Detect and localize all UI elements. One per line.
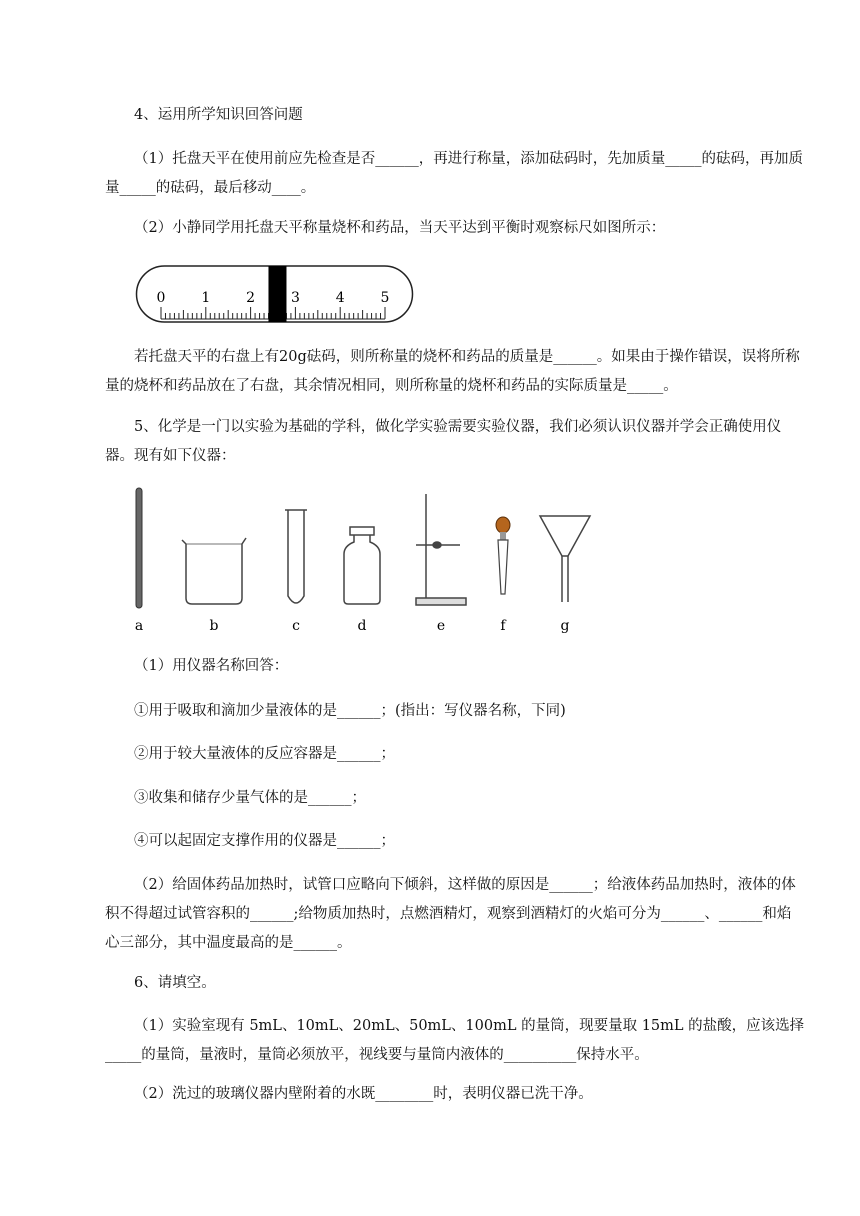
- q5-item-2: ②用于较大量液体的反应容器是______；: [134, 746, 395, 762]
- q5-sub1: （1）用仪器名称回答：: [134, 658, 289, 674]
- rider-marker: [268, 266, 286, 322]
- q4-paragraph-3: 若托盘天平的右盘上有20g砝码，则所称量的烧杯和药品的质量是______。如果由于操作错误，误将所称量的烧杯和药品放在了右盘，其余情况相同，则所称量的烧杯和药品的实际质量是_____。: [105, 349, 800, 394]
- q5-item-4: ④可以起固定支撑作用的仪器是______；: [134, 833, 395, 849]
- q4-paragraph-2: （2）小静同学用托盘天平称量烧杯和药品，当天平达到平衡时观察标尺如图所示：: [134, 220, 666, 236]
- q6-title: 6、请填空。: [134, 975, 216, 991]
- glass-rod-icon: [136, 488, 142, 608]
- ruler-tick-label: 3: [290, 290, 300, 306]
- q5-item-3: ③收集和储存少量气体的是______；: [134, 790, 366, 806]
- apparatus-label: e: [436, 618, 446, 634]
- balance-scale-ruler: [135, 264, 415, 324]
- q5-title: 5、化学是一门以实验为基础的学科，做化学实验需要实验仪器，我们必须认识仪器并学会正确使用仪器。现有如下仪器：: [105, 419, 782, 464]
- funnel-icon: [540, 516, 590, 602]
- apparatus-label: f: [500, 618, 506, 634]
- apparatus-label: b: [209, 618, 219, 634]
- ruler-tick-label: 2: [246, 290, 256, 306]
- apparatus-label: c: [292, 618, 300, 634]
- apparatus-figure: [120, 480, 600, 640]
- ruler-tick-label: 0: [156, 290, 166, 306]
- q5-item-1: ①用于吸取和滴加少量液体的是______；(指出：写仪器名称，下同): [134, 703, 566, 719]
- iron-stand-icon: [416, 494, 466, 605]
- q4-title: 4、运用所学知识回答问题: [134, 107, 303, 123]
- q6-paragraph-2: （2）洗过的玻璃仪器内壁附着的水既________时，表明仪器已洗干净。: [134, 1086, 593, 1102]
- beaker-icon: [182, 538, 246, 604]
- ruler-tick-label: 1: [201, 290, 211, 306]
- q6-paragraph-1: （1）实验室现有 5mL、10mL、20mL、50mL、100mL 的量筒，现要量取 15mL 的盐酸，应该选择_____的量筒，量液时，量筒必须放平，视线要与量筒内液体的__________保持水平。: [105, 1018, 805, 1063]
- gas-bottle-icon: [344, 527, 380, 604]
- dropper-icon: [496, 517, 510, 594]
- q4-paragraph-1: （1）托盘天平在使用前应先检查是否______，再进行称量，添加砝码时，先加质量_____的砝码，再加质量_____的砝码，最后移动____。: [105, 151, 803, 196]
- test-tube-icon: [285, 510, 307, 603]
- q5-sub2: （2）给固体药品加热时，试管口应略向下倾斜，这样做的原因是______；给液体药品加热时，液体的体积不得超过试管容积的______;给物质加热时，点燃酒精灯，观察到酒精灯的火焰可分为______、______和焰心三部分，其中温度最高的是______。: [105, 877, 796, 951]
- ruler-tick-label: 4: [335, 290, 345, 306]
- apparatus-label: g: [560, 618, 570, 634]
- apparatus-label: d: [357, 618, 367, 634]
- ruler-tick-label: 5: [380, 290, 390, 306]
- apparatus-label: a: [134, 618, 144, 634]
